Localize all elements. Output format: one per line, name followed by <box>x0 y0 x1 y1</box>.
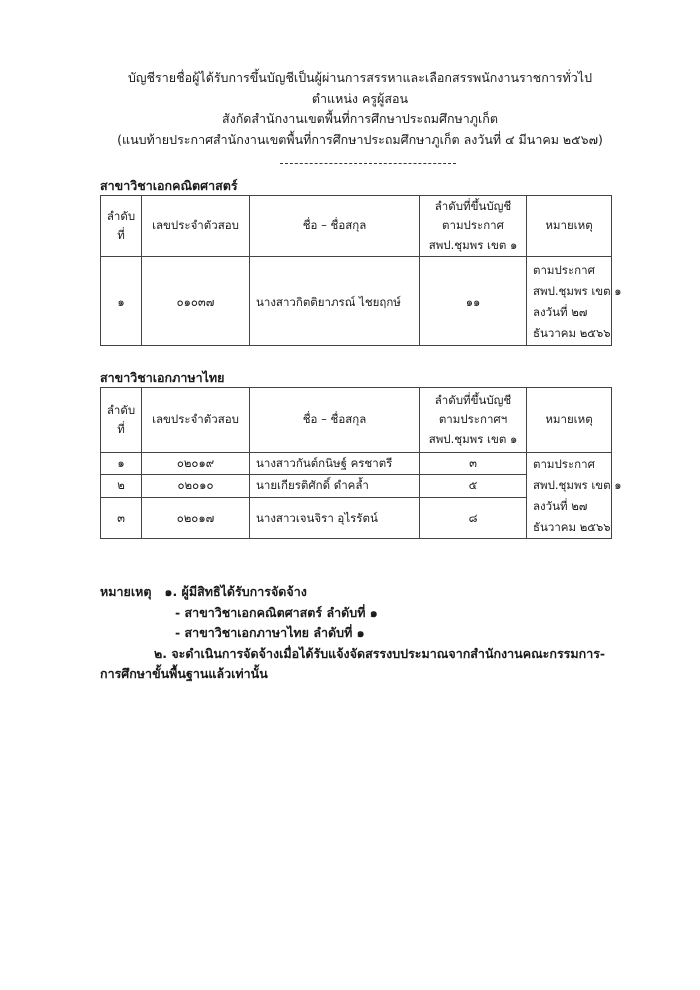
column-header-exam-id: เลขประจำตัวสอบ <box>142 196 250 257</box>
section-heading-thai: สาขาวิชาเอกภาษาไทย <box>100 370 225 385</box>
math-candidates-table <box>100 195 622 346</box>
column-header-exam-id: เลขประจำตัวสอบ <box>142 388 250 453</box>
cell-exam-id: ๐๒๐๑๙ <box>142 453 250 475</box>
cell-list-rank: ๕ <box>420 475 527 497</box>
column-header-remark: หมายเหตุ <box>527 388 612 453</box>
table-row <box>101 453 612 475</box>
cell-name: นายเกียรติศักดิ์ ดำคล้ำ <box>250 475 420 497</box>
cell-exam-id: ๐๑๐๓๗ <box>142 257 250 346</box>
cell-list-rank: ๘ <box>420 497 527 539</box>
note-item-1-text: ๑. ผู้มีสิทธิได้รับการจัดจ้าง <box>164 584 307 599</box>
cell-order: ๑ <box>101 453 142 475</box>
title-divider <box>280 163 456 164</box>
title-line-position: ตำแหน่ง ครูผู้สอน <box>311 90 409 106</box>
note-item-2-line-1: ๒. จะดำเนินการจัดจ้างเมื่อได้รับแจ้งจัดสรรงบประมาณจากสำนักงานคณะกรรมการ- <box>154 645 606 661</box>
table-header-row <box>101 388 612 453</box>
cell-order: ๒ <box>101 475 142 497</box>
thai-candidates-table <box>100 387 622 539</box>
table-row <box>101 257 612 346</box>
note-item-2-line-2: การศึกษาขั้นพื้นฐานแล้วเท่านั้น <box>100 666 268 681</box>
note-item-1 <box>100 582 660 603</box>
table-header-row <box>101 196 612 257</box>
title-line-announcement: บัญชีรายชื่อผู้ได้รับการขึ้นบัญชีเป็นผู้ผ่านการสรรหาและเลือกสรรพนักงานราชการทั่วไป <box>127 70 593 85</box>
cell-list-rank: ๓ <box>420 453 527 475</box>
notes-block <box>100 582 660 685</box>
title-line-attachment: (แนบท้ายประกาศสำนักงานเขตพื้นที่การศึกษาประถมศึกษาภูเก็ต ลงวันที่ ๔ มีนาคม ๒๕๖๗) <box>117 131 603 147</box>
cell-exam-id: ๐๒๐๑๐ <box>142 475 250 497</box>
note-item-1-sub-thai: - สาขาวิชาเอกภาษาไทย ลำดับที่ ๑ <box>175 625 365 640</box>
column-header-list-rank: ลำดับที่ขึ้นบัญชี ตามประกาศ สพป.ชุมพร เขต ๑ <box>420 196 527 257</box>
cell-order: ๓ <box>101 497 142 539</box>
column-header-name: ชื่อ – ชื่อสกุล <box>250 196 420 257</box>
column-header-name: ชื่อ – ชื่อสกุล <box>250 388 420 453</box>
cell-remark: ตามประกาศ สพป.ชุมพร เขต ๑ ลงวันที่ ๒๗ ธันวาคม ๒๕๖๖ <box>527 257 612 346</box>
column-header-order: ลำดับ ที่ <box>101 196 142 257</box>
cell-name: นางสาวกันต์กนิษฐ์ ครชาตรี <box>250 453 420 475</box>
note-item-1-sub-math: - สาขาวิชาเอกคณิตศาสตร์ ลำดับที่ ๑ <box>175 604 378 620</box>
cell-exam-id: ๐๒๐๑๗ <box>142 497 250 539</box>
section-heading-math: สาขาวิชาเอกคณิตศาสตร์ <box>100 178 238 193</box>
cell-name: นางสาวเจนจิรา อุไรรัตน์ <box>250 497 420 539</box>
column-header-order: ลำดับ ที่ <box>101 388 142 453</box>
notes-label: หมายเหตุ <box>100 584 152 599</box>
column-header-remark: หมายเหตุ <box>527 196 612 257</box>
cell-name: นางสาวกิตติยาภรณ์ ไชยฤกษ์ <box>250 257 420 346</box>
cell-order: ๑ <box>101 257 142 346</box>
cell-remark: ตามประกาศ สพป.ชุมพร เขต ๑ ลงวันที่ ๒๗ ธันวาคม ๒๕๖๖ <box>527 453 612 539</box>
cell-list-rank: ๑๑ <box>420 257 527 346</box>
column-header-list-rank: ลำดับที่ขึ้นบัญชี ตามประกาศฯ สพป.ชุมพร เขต ๑ <box>420 388 527 453</box>
document-title <box>90 68 630 150</box>
title-line-agency: สังกัดสำนักงานเขตพื้นที่การศึกษาประถมศึกษาภูเก็ต <box>221 111 498 126</box>
